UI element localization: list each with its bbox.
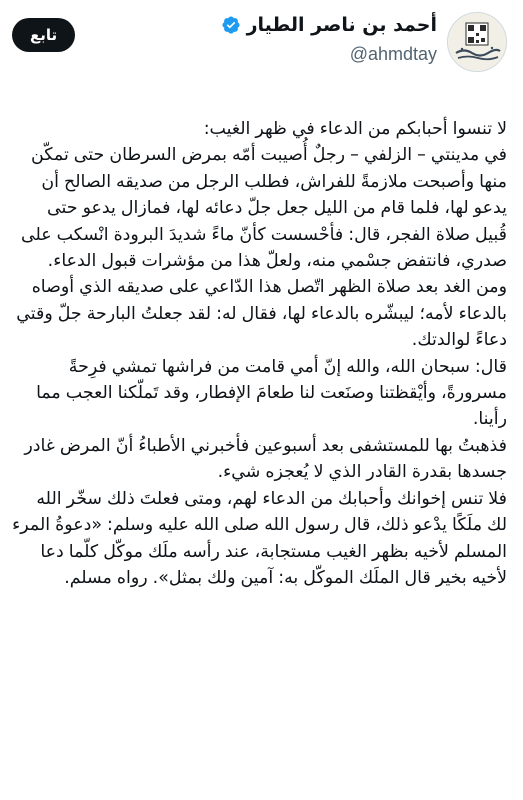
tweet-paragraph-intro: لا تنسوا أحبابكم من الدعاء في ظهر الغيب: — [203, 119, 507, 139]
author-display-name[interactable]: أحمد بن ناصر الطيار — [246, 14, 437, 36]
author-handle[interactable]: @ahmdtay — [349, 44, 437, 64]
tweet-header — [12, 10, 507, 80]
tweet-text — [12, 116, 507, 591]
tweet-paragraph-reply: قال: سبحان الله، والله إنّ أمي قامت من فراشها تمشي فرِحةً مسرورةً، وأيْقظتنا وصنَعت لنا طعامَ الإفطار، وقد تَملّكنا العجب مما رأينا. — [36, 356, 507, 430]
verified-badge-icon — [221, 15, 241, 35]
tweet-paragraph-hospital: فذهبتُ بها للمستشفى بعد أسبوعين فأخبرني الأطباءُ أنّ المرض غادر جسدها بقدرة القادر الذي لا يُعجزه شيء. — [24, 435, 507, 483]
follow-button[interactable]: تابع — [12, 18, 75, 52]
profile-logo-icon — [448, 13, 506, 71]
tweet-paragraph-story: في مدينتي – الزلفي – رجلٌ أُصيبت أمّه بمرض السرطان حتى تمكّن منها وأصبحت ملازمةً للفراش، فطلب الرجل من صديقه الصالح أن يدعو لها، فلما قام من الليل جعل جلّ دعائه لها، فمازال يدعو حتى قُبيل صلاة الفجر، قال: فأحْسست كأنّ ماءً شديدَ البرودة انْسكب على صدري، فانتفض جسْمي منه، ولعلّ هذا من مؤشرات قبول الدعاء. — [21, 145, 507, 272]
author-avatar[interactable] — [447, 12, 507, 72]
author-info — [221, 14, 437, 65]
tweet-paragraph-next-day: ومن الغد بعد صلاة الظهر اتّصل هذا الدّاعي على صديقه الذي أوصاه بالدعاء لأمه؛ ليبشّره بالدعاء لها، فقال له: لقد جعلتُ البارحة جلّ وقتي دعاءً لوالدتك. — [16, 277, 507, 351]
tweet-paragraph-hadith: فلا تنس إخوانك وأحبابك من الدعاء لهم، ومتى فعلتَ ذلك سخّر الله لك ملَكًا يدْعو ذلك، قال رسول الله صلى الله عليه وسلم: «دعوةُ المرء المسلم لأخيه بظهر الغيب مستجابة، عند رأسه ملَك موكّل كلّما دعا لأخيه بخير قال الملَك الموكّل به: آمين ولك بمثل». رواه مسلم. — [12, 488, 507, 588]
author-name-row — [221, 14, 437, 36]
